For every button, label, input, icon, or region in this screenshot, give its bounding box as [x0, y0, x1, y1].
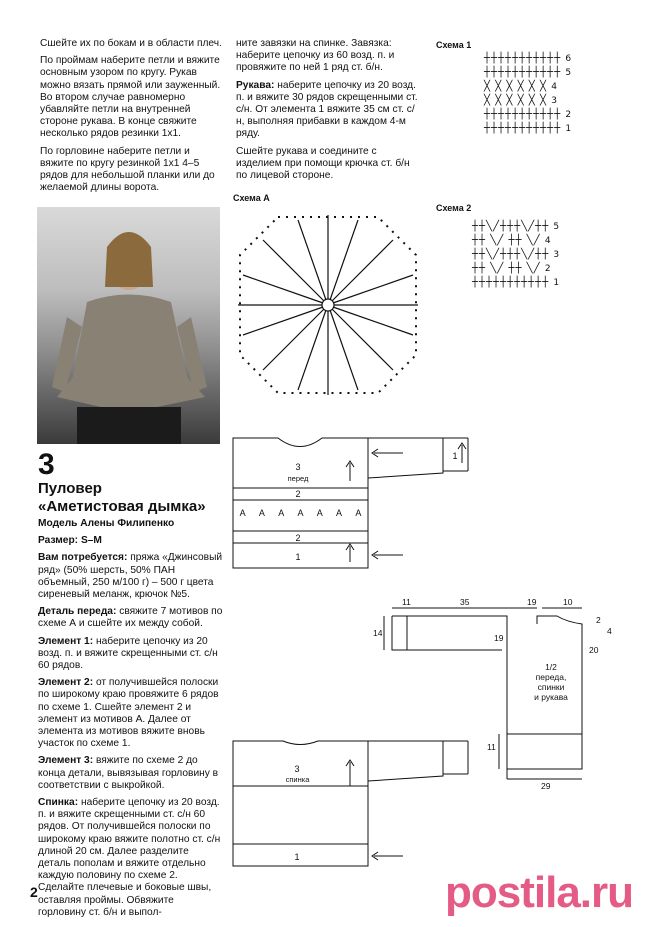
dimension-label: 14 [373, 628, 383, 638]
schema-row: ┼┼ ╲╱ ┼┼ ╲╱ 4 [472, 235, 552, 246]
title-line: Пуловер [38, 480, 102, 497]
motif-row [233, 508, 368, 518]
dimension-label: 4 [607, 626, 612, 636]
schema-row: ┼┼╲╱┼┼┼╲╱┼┼ 3 [472, 249, 561, 260]
schema-row: ┼┼╲╱┼┼┼╲╱┼┼ 5 [472, 221, 561, 232]
front-part-label: перед [287, 474, 309, 483]
schema-row: ┼┼┼┼┼┼┼┼┼┼┼ 1 [484, 123, 573, 134]
model-photo [37, 207, 220, 444]
motif-cell: А [239, 508, 246, 518]
schema-row: ┼┼┼┼┼┼┼┼┼┼┼ 1 [472, 277, 561, 288]
element-2: Элемент 2: от получившейся полоски по широкому краю провяжите 6 рядов по схеме 1. Сшейте элемент 2 и элемент из мотивов А. Далее от элемента из мотивов вяжите вновь участок по схеме 1. [38, 677, 219, 750]
paragraph: ните завязки на спинке. Завязка: наберите цепочку из 60 возд. п. и провяжите по ней 1 ряд ст. б/н. [236, 38, 395, 74]
dimension-label: 11 [487, 742, 496, 752]
sleeves-label: Рукава: [236, 79, 275, 91]
schema-2-chart [472, 220, 592, 290]
watermark: postila.ru [445, 868, 634, 917]
materials: Вам потребуется: пряжа «Джинсовый ряд» (50% шерсть, 50% ПАН объемный, 250 м/100 г) – 500 г цвета сиреневый меланж, крючок №5. [38, 552, 223, 601]
element-1: Элемент 1: наберите цепочку из 20 возд. п. и вяжите скрещенными ст. с/н 60 рядов. [38, 635, 218, 672]
band-label: 2 [295, 489, 301, 499]
schema-row: ┼┼ ╲╱ ┼┼ ╲╱ 2 [472, 263, 552, 274]
element-3: Элемент 3: вяжите по схеме 2 до конца детали, вывязывая горловину в соответствии с выкройкой. [38, 755, 219, 791]
article-number: 3 [38, 448, 55, 481]
schema-row: ┼┼┼┼┼┼┼┼┼┼┼ 2 [484, 109, 573, 120]
dimension-label: 10 [563, 597, 573, 607]
title-line: «Аметистовая дымка» [38, 498, 206, 515]
band-label: 1 [294, 852, 300, 862]
schema-2-title: Схема 2 [436, 203, 472, 213]
article-body [38, 518, 224, 924]
back-detail: Спинка: наберите цепочку из 20 возд. п. и вяжите скрещенными ст. с/н 60 рядов. От получившейся полоски по широкому краю вяжите полотно ст. с/н длиной 20 см. Далее разделите деталь пополам и вяжите отдельно каждую половину по схеме 2. Сделайте плечевые и боковые швы, оставляя проймы. Обвяжите горловину ст. б/н и выпол- [38, 797, 221, 918]
motif-cell: А [316, 508, 323, 518]
front-part-number: 3 [295, 462, 301, 472]
schema-row: ┼┼┼┼┼┼┼┼┼┼┼ 5 [484, 67, 573, 78]
page-number: 2 [30, 884, 38, 900]
dimension-label: 19 [494, 633, 504, 643]
schema-1-title: Схема 1 [436, 40, 472, 50]
dimension-label: 19 [527, 597, 537, 607]
schema-row: ╳ ╳ ╳ ╳ ╳ ╳ 4 [484, 81, 558, 92]
schema-1-chart [484, 52, 594, 136]
back-part-number: 3 [294, 764, 300, 774]
dimension-label: 20 [589, 645, 599, 655]
author: Модель Алены Филипенко [38, 518, 175, 529]
dimension-label: 29 [541, 781, 551, 791]
band-label: 1 [295, 552, 301, 562]
motif-cell: А [278, 508, 285, 518]
dimension-label: 11 [402, 597, 411, 607]
schema-row: ┼┼┼┼┼┼┼┼┼┼┼ 6 [484, 53, 573, 64]
dimension-label: 35 [460, 597, 470, 607]
pattern-label: 1/2 переда, спинки и рукава [534, 662, 568, 702]
schema-row: ╳ ╳ ╳ ╳ ╳ ╳ 3 [484, 95, 558, 106]
schema-a-title: Схема А [233, 193, 270, 203]
front-diagram [228, 433, 478, 573]
back-part-label: спинка [285, 775, 310, 784]
paragraph: По горловине наберите петли и вяжите по кругу резинкой 1х1 4–5 рядов для небольшой планки или до желаемой длины ворота. [40, 145, 215, 194]
dimension-label: 2 [596, 615, 601, 625]
paragraph: Сшейте рукава и соедините с изделием при помощи крючка ст. б/н по лицевой стороне. [236, 145, 410, 182]
motif-cell: А [336, 508, 343, 518]
model-silhouette [37, 207, 220, 444]
middle-top-column [236, 38, 422, 187]
size-line: Размер: S–M [38, 535, 102, 547]
left-top-column [40, 38, 222, 199]
motif-cell: А [355, 508, 362, 518]
sleeve-label: 1 [452, 451, 458, 461]
paragraph: Сшейте их по бокам и в области плеч. [40, 38, 222, 49]
front-detail: Деталь переда: свяжите 7 мотивов по схеме А и сшейте их между собой. [38, 606, 223, 630]
motif-cell: А [297, 508, 304, 518]
paragraph [236, 80, 422, 141]
article-title [38, 480, 228, 516]
motif-cell: А [258, 508, 265, 518]
paragraph: По проймам наберите петли и вяжите основным узором по кругу. Рукав можно вязать прямой или зауженный. Во втором случае равномерно убавляйте петли на внутренней стороне рукава. В конце свяжите несколько рядов резинки 1х1. [40, 55, 221, 140]
band-label: 2 [295, 533, 301, 543]
back-diagram [228, 736, 478, 871]
schema-a-motif-chart [228, 205, 428, 405]
sleeves-text: наберите цепочку из 20 возд. п. и вяжите 30 рядов скрещенными ст. с/н. От элемента 1 вяжите 35 см ст. с/н, выполняя прибавки в каждом 4-м ряду. [236, 79, 418, 140]
